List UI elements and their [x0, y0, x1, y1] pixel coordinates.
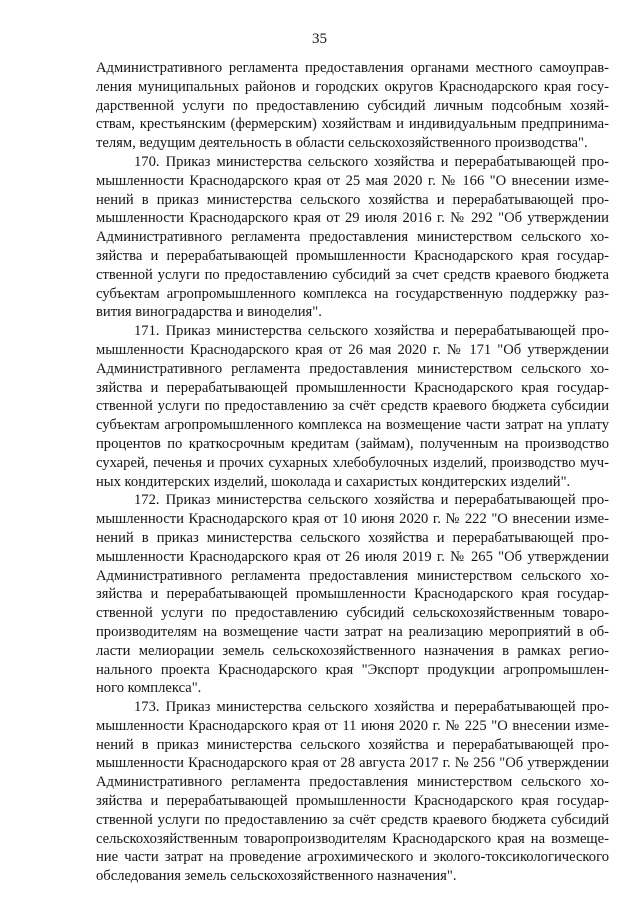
text-line: ного комплекса". — [96, 680, 202, 697]
text-line: мышленности Краснодарского края от 25 мая 2020 г. № 166 "О внесении изме- — [96, 172, 609, 189]
text-line: нений в приказ министерства сельского хозяйства и перерабатывающей про- — [96, 736, 609, 753]
text-line: ления муниципальных районов и городских округов Краснодарского края госу- — [96, 78, 609, 95]
text-line: нального проекта Краснодарского края "Экспорт продукции агропромышлен- — [96, 661, 609, 678]
text-line: 172. Приказ министерства сельского хозяйства и перерабатывающей про- — [134, 492, 609, 509]
text-line: 170. Приказ министерства сельского хозяйства и перерабатывающей про- — [134, 153, 609, 170]
text-line: дарственной услуги по предоставлению субсидий личным подсобным хозяй- — [96, 97, 609, 114]
text-line: производителям на возмещение части затрат на реализацию мероприятий в об- — [96, 623, 609, 640]
text-line: зяйства и перерабатывающей промышленности Краснодарского края государ- — [96, 793, 609, 810]
text-line: сухарей, печенья и прочих сухарных хлебобулочных изделий, производство муч- — [96, 454, 609, 471]
text-line: Административного регламента предоставления министерством сельского хо- — [96, 229, 609, 246]
text-line: ние части затрат на проведение агрохимического и эколого-токсикологического — [96, 849, 609, 866]
text-line: ственной услуги по предоставлению за счёт средств краевого бюджета субсидий — [96, 811, 609, 828]
page-number: 35 — [312, 31, 327, 47]
text-line: зяйства и перерабатывающей промышленности Краснодарского края государ- — [96, 247, 609, 264]
text-line: Административного регламента предоставления министерством сельского хо- — [96, 774, 609, 791]
text-line: 171. Приказ министерства сельского хозяйства и перерабатывающей про- — [134, 323, 609, 340]
text-line: зяйства и перерабатывающей промышленности Краснодарского края государ- — [96, 379, 609, 396]
text-line: нений в приказ министерства сельского хозяйства и перерабатывающей про- — [96, 529, 609, 546]
text-line: мышленности Краснодарского края от 10 июня 2020 г. № 222 "О внесении изме- — [96, 511, 609, 528]
text-line: мышленности Краснодарского края от 29 июля 2016 г. № 292 "Об утверждении — [96, 210, 609, 227]
text-line: Административного регламента предоставления органами местного самоуправ- — [96, 60, 609, 76]
text-line: Административного регламента предоставления министерством сельского хо- — [96, 567, 609, 584]
document-body — [96, 59, 609, 886]
text-line: мышленности Краснодарского края от 11 июня 2020 г. № 225 "О внесении изме- — [96, 717, 609, 734]
text-line: зяйства и перерабатывающей промышленности Краснодарского края государ- — [96, 586, 609, 603]
text-line: телям, ведущим деятельность в области сельскохозяйственного производства". — [96, 135, 588, 152]
text-line: мышленности Краснодарского края от 26 мая 2020 г. № 171 "Об утверждении — [96, 341, 609, 358]
text-line: Административного регламента предоставления министерством сельского хо- — [96, 360, 609, 377]
text-line: мышленности Краснодарского края от 28 августа 2017 г. № 256 "Об утверждении — [96, 755, 609, 772]
text-line: процентов по краткосрочным кредитам (займам), полученным на производство — [96, 435, 609, 452]
text-line: 173. Приказ министерства сельского хозяйства и перерабатывающей про- — [134, 699, 609, 716]
text-line: ствам, крестьянским (фермерским) хозяйствам и индивидуальным предпринима- — [96, 116, 609, 133]
text-line: ственной услуги по предоставлению за счёт средств краевого бюджета субсидии — [96, 398, 609, 415]
text-line: обследования земель сельскохозяйственного назначения". — [96, 868, 457, 885]
text-line: ных кондитерских изделий, шоколада и сахаристых кондитерских изделий". — [96, 473, 571, 490]
text-line: субъектам агропромышленного комплекса на возмещение части затрат на уплату — [96, 417, 609, 434]
text-line: вития виноградарства и виноделия". — [96, 304, 322, 321]
text-line: ственной услуги по предоставлению субсидий сельскохозяйственным товаро- — [96, 605, 609, 622]
text-line: ласти мелиорации земель сельскохозяйственного назначения в рамках регио- — [96, 642, 609, 659]
text-line: сельскохозяйственным товаропроизводителям Краснодарского края на возмеще- — [96, 830, 609, 847]
text-line: мышленности Краснодарского края от 26 июля 2019 г. № 265 "Об утверждении — [96, 548, 609, 565]
text-line: ственной услуги по предоставлению субсидий за счет средств краевого бюджета — [96, 266, 609, 283]
text-line: нений в приказ министерства сельского хозяйства и перерабатывающей про- — [96, 191, 609, 208]
text-line: субъектам агропромышленного комплекса на государственную поддержку раз- — [96, 285, 609, 302]
